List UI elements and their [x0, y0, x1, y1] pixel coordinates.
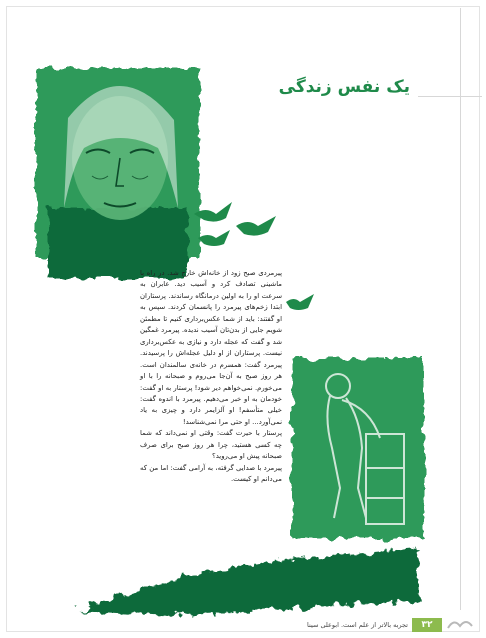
magazine-logo-icon: [446, 616, 474, 634]
article-title: یک نفس زندگی: [278, 77, 410, 97]
footer-caption: تجربه بالاتر از علم است. ابوعلی سینا: [307, 621, 408, 629]
bird-icon-small: [284, 292, 316, 314]
paint-stroke: [68, 540, 428, 620]
story-paragraph-1: پیرمردی صبح زود از خانه‌اش خارج شد. در راه با ماشینی تصادف کرد و آسیب دید. عابران به سرعت او را به اولین درمانگاه رساندند. پرستاران ابتدا زخم‌های پیرمرد را پانسمان کردند. سپس به او گفتند: باید از شما عکس‌برداری کنیم تا مطمئن شویم جایی از بدن‌تان آسیب ندیده. پیرمرد غمگین شد و گفت که عجله دارد و نیازی به عکس‌برداری نیست. پرستاران از او دلیل عجله‌اش را پرسیدند. پیرمرد گفت: همسرم در خانه‌ی سالمندان است. هر روز صبح به آن‌جا می‌روم و صبحانه را با او می‌خورم. نمی‌خواهم دیر شود! پرستار به او گفت: خودمان به او خبر می‌دهیم. پیرمرد با اندوه گفت: خیلی متأسفم! او آلزایمر دارد و چیزی به یاد نمی‌آورد... او حتی مرا نمی‌شناسد!: [140, 269, 282, 426]
story-text: [140, 268, 282, 486]
story-paragraph-2: پرستار با حیرت گفت: وقتی او نمی‌داند که شما چه کسی هستید، چرا هر روز صبح برای صرف صبحانه پیش او می‌روید؟: [140, 429, 282, 461]
margin-rule: [460, 8, 461, 610]
page-number: ۳۲: [412, 618, 442, 632]
woman-face-illustration: [28, 58, 208, 290]
old-man-illustration: [280, 338, 440, 548]
bird-icon: [192, 196, 284, 256]
title-rule: [418, 96, 482, 97]
story-paragraph-3: پیرمرد با صدایی گرفته، به آرامی گفت: اما من که می‌دانم او کیست.: [140, 463, 282, 484]
